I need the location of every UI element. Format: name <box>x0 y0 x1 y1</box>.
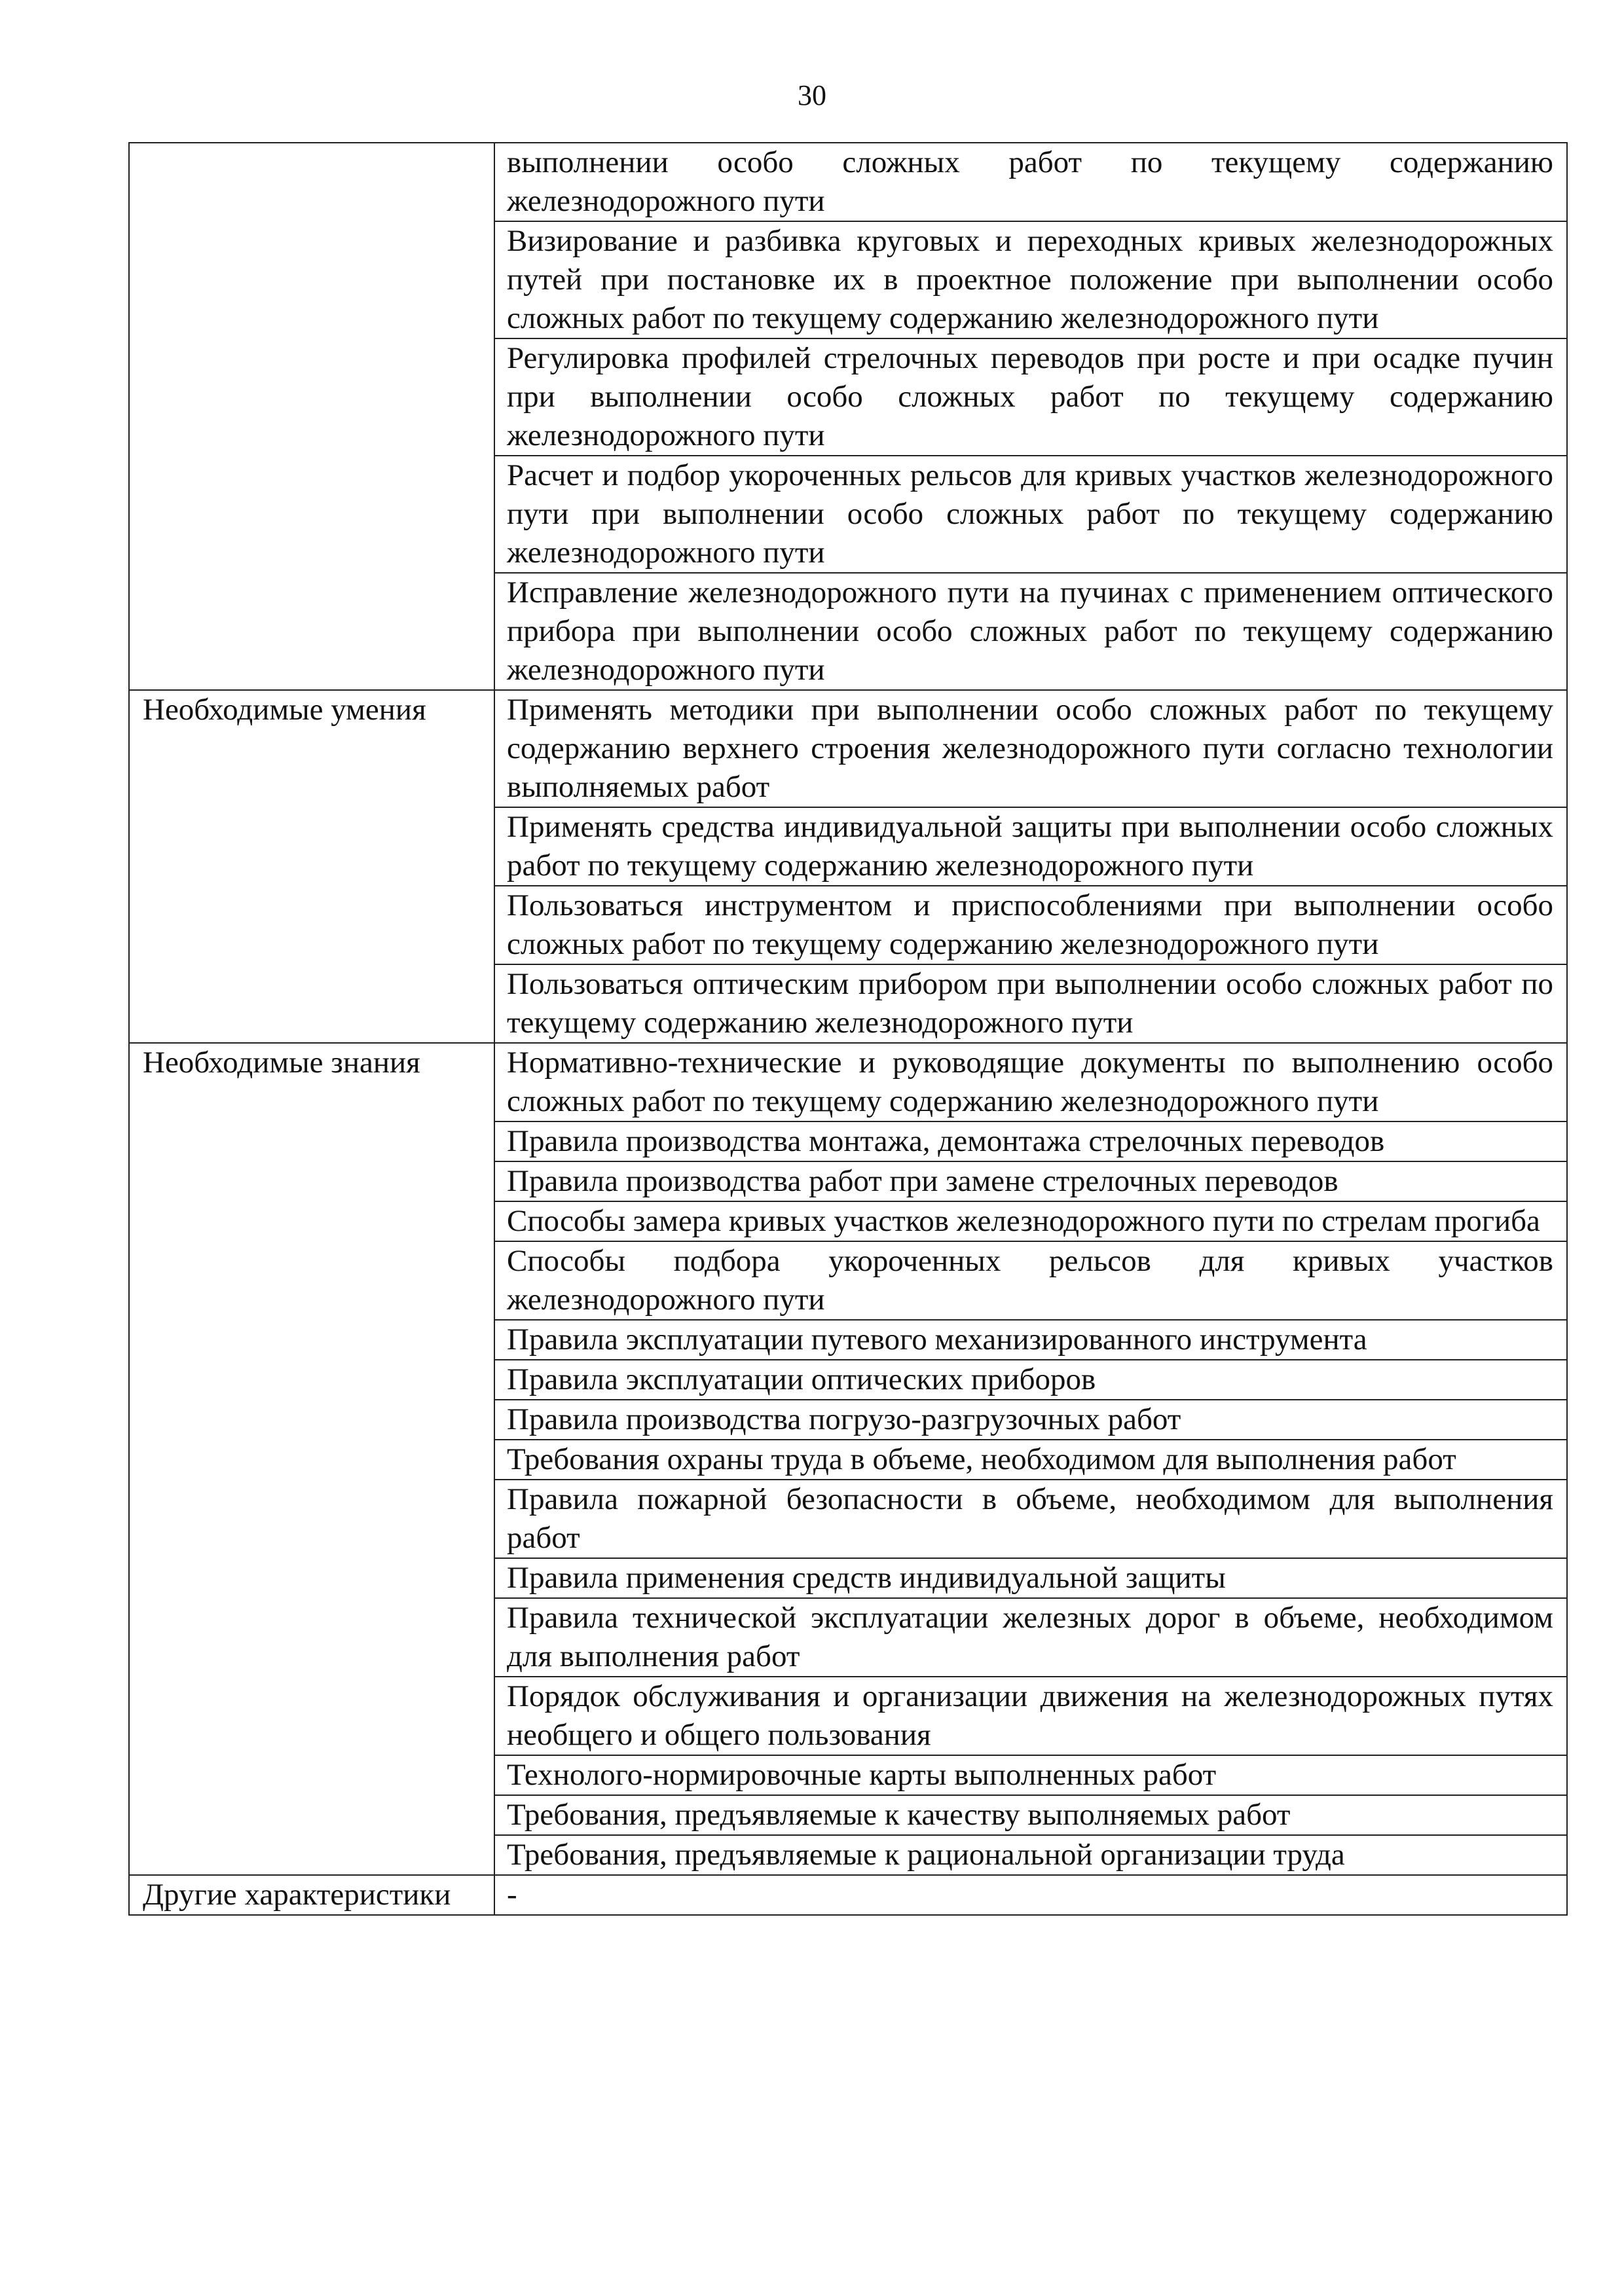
knowledge-item: Требования, предъявляемые к рациональной организации труда <box>494 1835 1567 1875</box>
knowledge-item: Правила производства монтажа, демонтажа стрелочных переводов <box>494 1121 1567 1161</box>
skill-item: Пользоваться оптическим прибором при выполнении особо сложных работ по текущему содержанию железнодорожного пути <box>494 964 1567 1043</box>
labor-action-item: Визирование и разбивка круговых и переходных кривых железнодорожных путей при постановке их в проектное положение при выполнении особо сложных работ по текущему содержанию железнодорожного пути <box>494 221 1567 338</box>
knowledge-item: Технолого-нормировочные карты выполненных работ <box>494 1755 1567 1795</box>
knowledge-item: Нормативно-технические и руководящие документы по выполнению особо сложных работ по текущему содержанию железнодорожного пути <box>494 1043 1567 1121</box>
skill-item: Применять средства индивидуальной защиты при выполнении особо сложных работ по текущему содержанию железнодорожного пути <box>494 807 1567 886</box>
skill-item: Применять методики при выполнении особо сложных работ по текущему содержанию верхнего строения железнодорожного пути согласно технологии выполняемых работ <box>494 690 1567 807</box>
labor-action-item: выполнении особо сложных работ по текущему содержанию железнодорожного пути <box>494 143 1567 221</box>
page-number: 30 <box>798 79 826 111</box>
knowledge-item: Требования охраны труда в объеме, необходимом для выполнения работ <box>494 1440 1567 1480</box>
knowledge-item: Правила технической эксплуатации железных дорог в объеме, необходимом для выполнения работ <box>494 1598 1567 1677</box>
continued-category-cell <box>129 143 494 690</box>
other-characteristics-label: Другие характеристики <box>129 1875 494 1915</box>
knowledge-item: Правила применения средств индивидуальной защиты <box>494 1558 1567 1598</box>
knowledge-item: Правила производства работ при замене стрелочных переводов <box>494 1161 1567 1201</box>
labor-action-item: Расчет и подбор укороченных рельсов для кривых участков железнодорожного пути при выполнении особо сложных работ по текущему содержанию железнодорожного пути <box>494 456 1567 573</box>
knowledge-item: Правила эксплуатации путевого механизированного инструмента <box>494 1320 1567 1360</box>
labor-function-table <box>128 142 1568 1916</box>
table-row <box>129 143 1567 221</box>
labor-action-item: Регулировка профилей стрелочных переводов при росте и при осадке пучин при выполнении особо сложных работ по текущему содержанию железнодорожного пути <box>494 338 1567 456</box>
knowledge-item: Правила пожарной безопасности в объеме, необходимом для выполнения работ <box>494 1480 1567 1558</box>
labor-action-item: Исправление железнодорожного пути на пучинах с применением оптического прибора при выполнении особо сложных работ по текущему содержанию железнодорожного пути <box>494 573 1567 690</box>
knowledge-label: Необходимые знания <box>129 1043 494 1875</box>
skill-item: Пользоваться инструментом и приспособлениями при выполнении особо сложных работ по текущему содержанию железнодорожного пути <box>494 886 1567 964</box>
knowledge-item: Правила производства погрузо-разгрузочных работ <box>494 1400 1567 1440</box>
knowledge-item: Порядок обслуживания и организации движения на железнодорожных путях необщего и общего пользования <box>494 1677 1567 1755</box>
skills-label: Необходимые умения <box>129 690 494 1043</box>
knowledge-item: Требования, предъявляемые к качеству выполняемых работ <box>494 1795 1567 1835</box>
table-row <box>129 1043 1567 1121</box>
knowledge-item: Способы замера кривых участков железнодорожного пути по стрелам прогиба <box>494 1201 1567 1241</box>
knowledge-item: Способы подбора укороченных рельсов для кривых участков железнодорожного пути <box>494 1241 1567 1320</box>
other-characteristics-value: - <box>494 1875 1567 1915</box>
table-row <box>129 1875 1567 1915</box>
table-row <box>129 690 1567 807</box>
knowledge-item: Правила эксплуатации оптических приборов <box>494 1360 1567 1400</box>
